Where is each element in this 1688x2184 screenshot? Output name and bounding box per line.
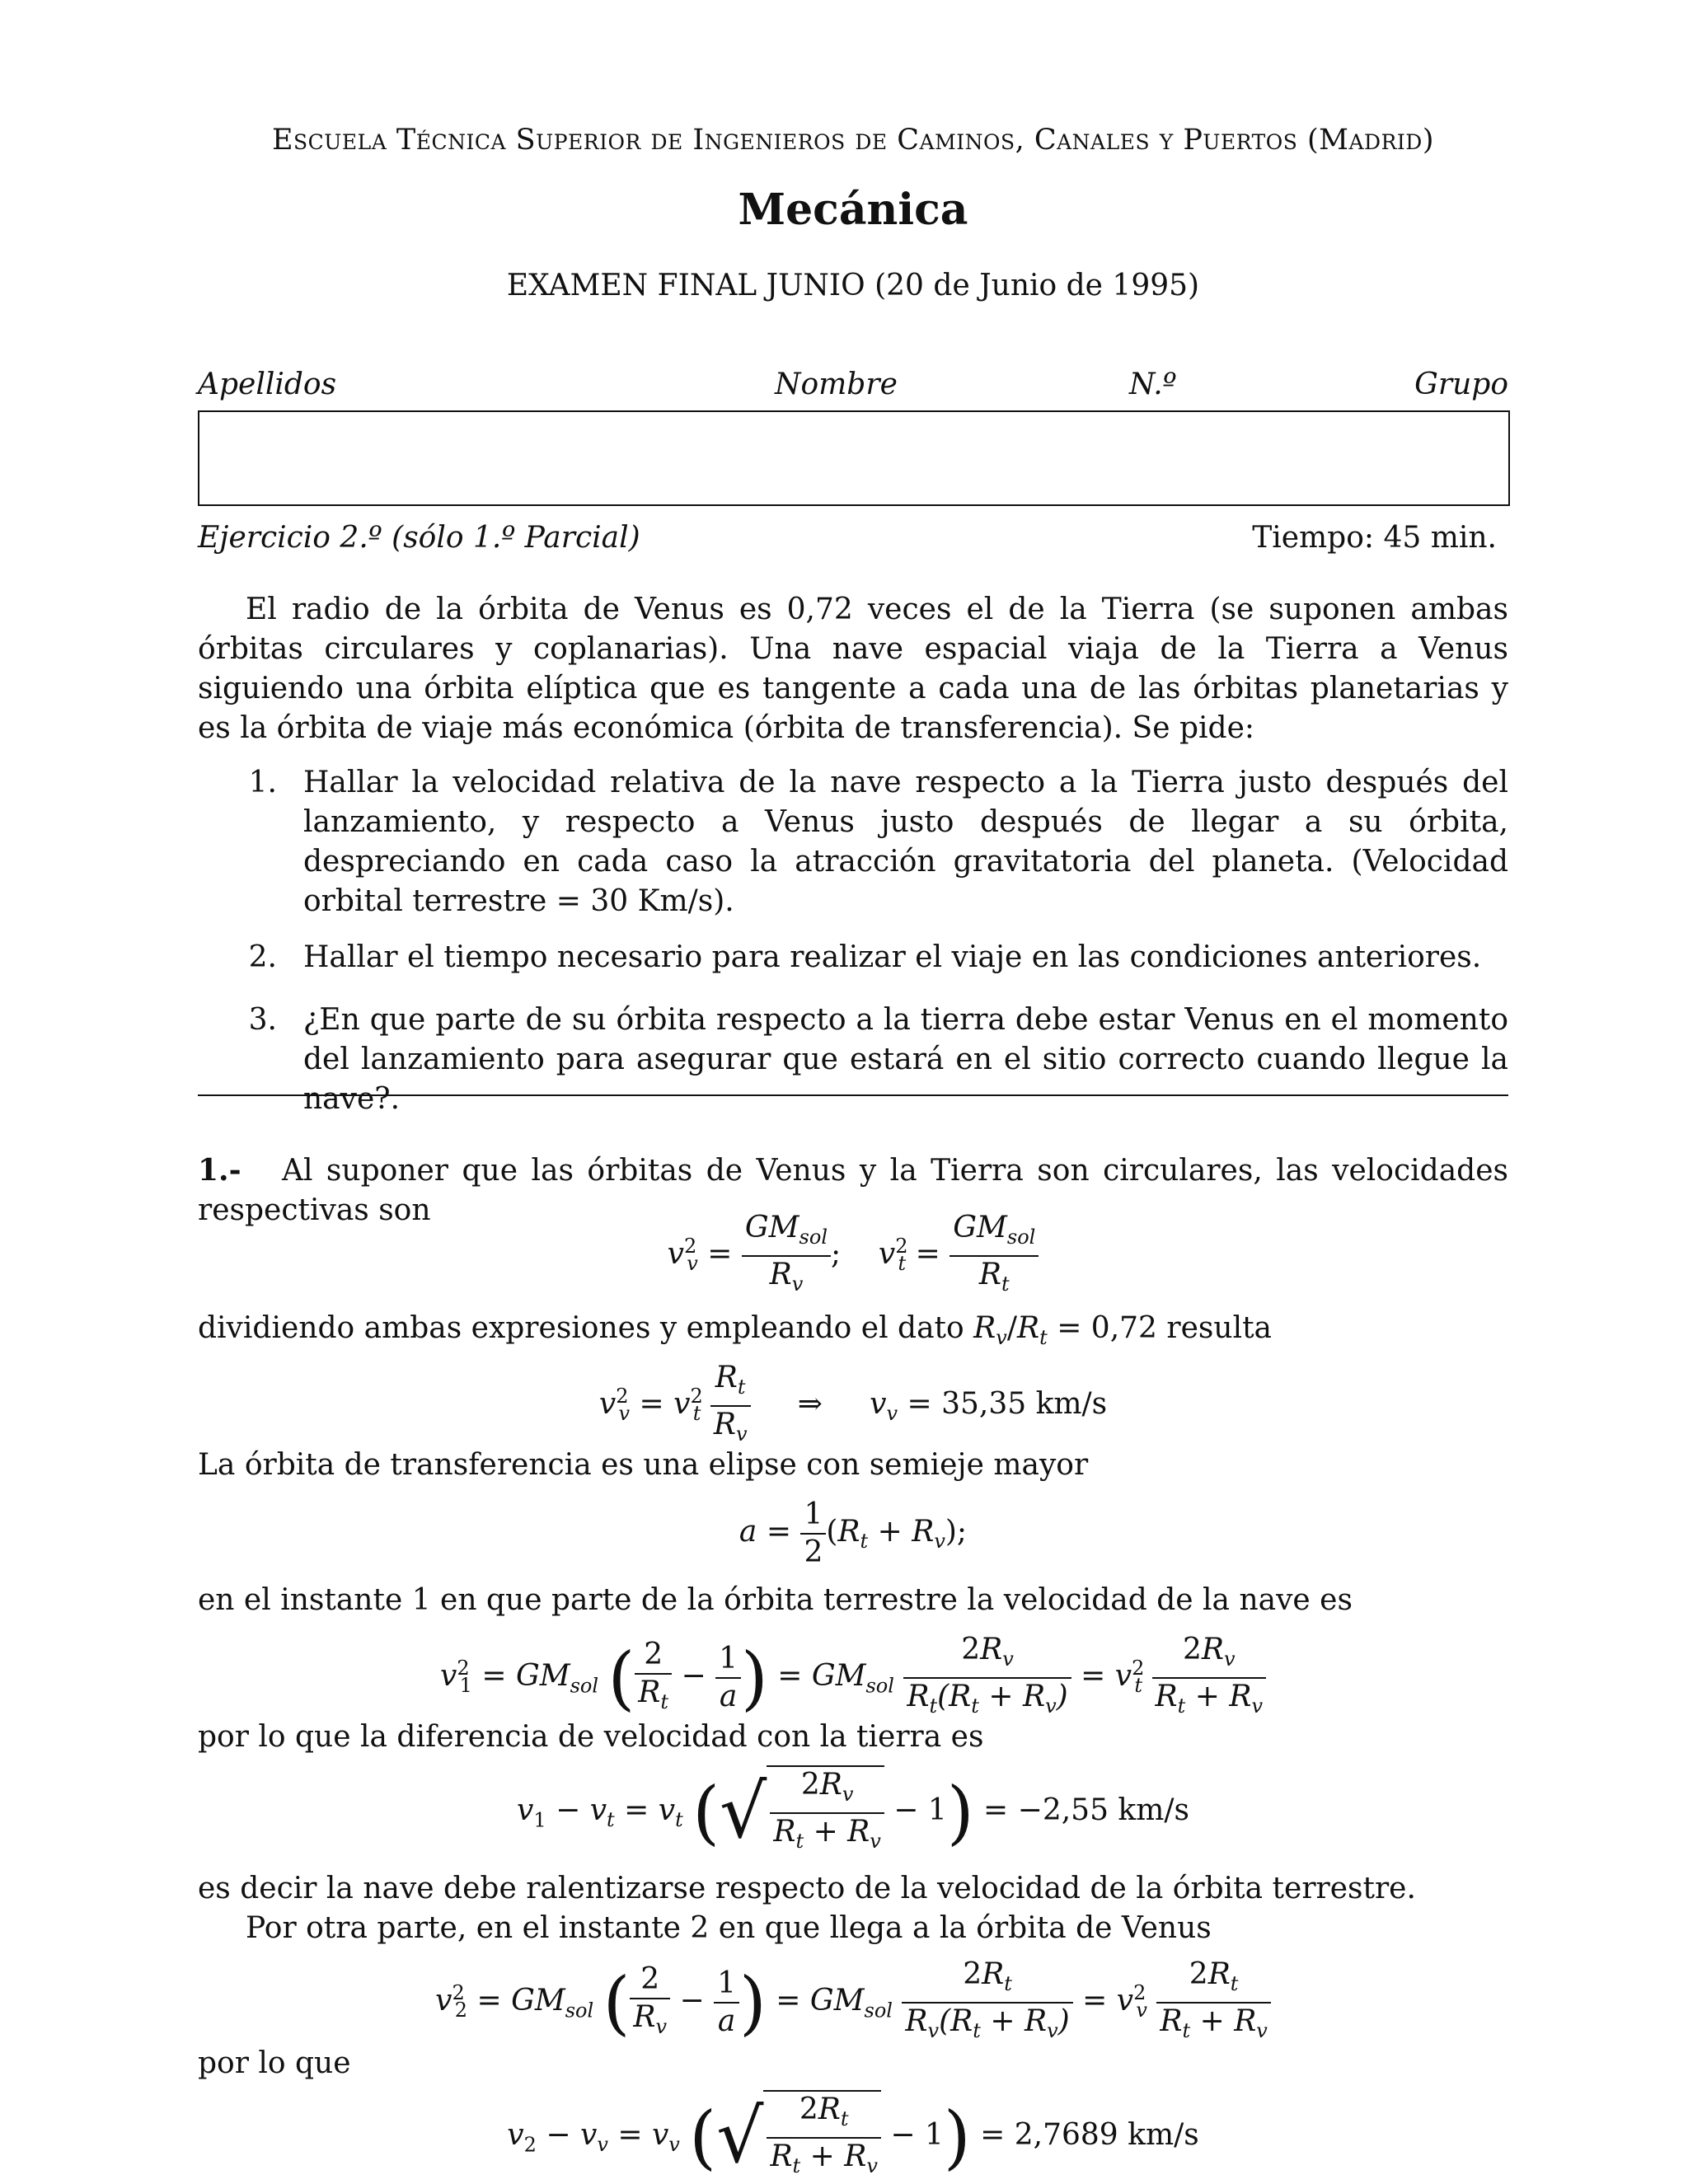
student-info-box[interactable]: [198, 410, 1510, 506]
solution-p1: Al suponer que las órbitas de Venus y la Tierra son circulares, las velocidades respectivas son: [198, 1154, 1508, 1227]
label-apellidos: Apellidos: [198, 368, 337, 401]
question-list: [198, 763, 1508, 1119]
solution-p3: La órbita de transferencia es una elipse con semieje mayor: [198, 1448, 1089, 1482]
section-divider: [198, 1094, 1508, 1096]
dv2-result: = 2,7689 km/s: [980, 2118, 1199, 2153]
solution-p4: en el instante 1 en que parte de la órbita terrestre la velocidad de la nave es: [198, 1583, 1353, 1617]
solution-p2: dividiendo ambas expresiones y empleando el dato: [198, 1311, 964, 1345]
equation-velocities: $v^2_v$ = $\frac{GM_{sol}}{R_v}$ ; $v^2_t$ = $\frac{GM_{sol}}{R_t}$: [198, 1210, 1508, 1302]
dv1-result: = −2,55 km/s: [983, 1793, 1189, 1828]
equation-v1: $v^2_1 = GM_{sol}$ ( $\frac{2}{R_t}$ − $\frac{1}{a}$ ) = $GM_{sol}$ $\frac{2R_v}{R_t(R_t + R_v)}$ = $v^2_t$ $\frac{2R_v}{R_t + R_v}$: [198, 1632, 1508, 1724]
equation-dv1: $v_1 - v_t = v_t$ (√ $\frac{2R_v}{R_t + R_v}$ − 1) = −2,55 km/s: [198, 1765, 1508, 1859]
label-numero: N.º: [1129, 368, 1177, 401]
solution-p5: por lo que la diferencia de velocidad con la tierra es: [198, 1720, 984, 1754]
question-number: 2.: [248, 940, 277, 974]
question-item: [198, 763, 1508, 921]
vv-result: = 35,35 km/s: [907, 1387, 1108, 1422]
question-number: 1.: [248, 766, 277, 799]
question-item: [198, 1001, 1508, 1119]
solution-p2-data: = 0,72 resulta: [1057, 1311, 1273, 1345]
exercise-time: Tiempo: 45 min.: [1252, 521, 1497, 555]
solution-p2-line: dividiendo ambas expresiones y empleando el dato $R_v/R_t = 0,72$ resulta: [198, 1311, 1273, 1350]
exercise-label: Ejercicio 2.º (sólo 1.º Parcial): [198, 521, 640, 555]
equation-semimajor-axis: a = $\frac{1}{2}$ $(R_t + R_v)$;: [738, 1497, 968, 1569]
equation-vv: $v^2_v = v^2_t$ $\frac{R_t}{R_v}$ ⇒ $v_v = 35,35$ km/s: [598, 1361, 1108, 1446]
equation-v2: $v^2_2 = GM_{sol}$ ( $\frac{2}{R_v}$ − $\frac{1}{a}$ ) = $GM_{sol}$ $\frac{2R_t}{R_v(R_t + R_v)}$ = $v^2_v$ $\frac{2R_t}{R_t + R_v}$: [198, 1957, 1508, 2049]
institution-title: Escuela Técnica Superior de Ingenieros de Caminos, Canales y Puertos (Madrid): [272, 124, 1434, 157]
question-number: 3.: [248, 1003, 277, 1037]
course-title: Mecánica: [738, 185, 968, 235]
solution-p7: Por otra parte, en el instante 2 en que llega a la órbita de Venus: [246, 1911, 1212, 1945]
label-nombre: Nombre: [775, 368, 898, 401]
question-text: Hallar la velocidad relativa de la nave respecto a la Tierra justo después del lanzamiento, y respecto a Venus justo después de llegar a su órbita, despreciando en cada caso la atracción gravitatoria del planeta. (Velocidad orbital terrestre = 30 Km/s).: [303, 766, 1508, 918]
label-grupo: Grupo: [1414, 368, 1508, 401]
problem-statement: El radio de la órbita de Venus es 0,72 veces el de la Tierra (se suponen ambas órbitas circulares y coplanarias). Una nave espacial viaja de la Tierra a Venus siguiendo una órbita elíptica que es tangente a cada una de las órbitas planetarias y es la órbita de viaje más económica (órbita de transferencia). Se pide:: [198, 593, 1508, 745]
solution-label: 1.-: [198, 1153, 241, 1188]
solution-p8: por lo que: [198, 2046, 351, 2080]
equation-dv2: $v_2 - v_v = v_v$ (√ $\frac{2R_t}{R_t + R_v}$ − 1) = 2,7689 km/s: [198, 2090, 1508, 2184]
solution-p6: es decir la nave debe ralentizarse respecto de la velocidad de la órbita terrestre.: [198, 1872, 1416, 1905]
question-text: Hallar el tiempo necesario para realizar el viaje en las condiciones anteriores.: [303, 940, 1482, 974]
question-item: [198, 938, 1508, 977]
question-text: ¿En que parte de su órbita respecto a la tierra debe estar Venus en el momento del lanzamiento para asegurar que estará en el sitio correcto cuando llegue la nave?.: [303, 1003, 1508, 1116]
exam-title: EXAMEN FINAL JUNIO (20 de Junio de 1995): [506, 269, 1200, 302]
